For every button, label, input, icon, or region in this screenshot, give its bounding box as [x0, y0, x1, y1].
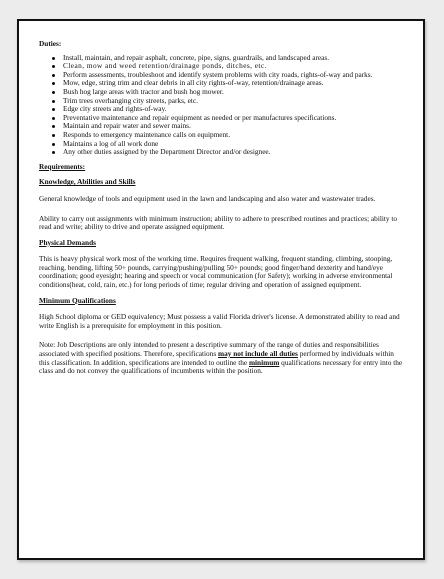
duty-item: Maintain and repair water and sewer mains. [63, 122, 405, 131]
disclaimer-note [39, 341, 405, 375]
duty-item: Mow, edge, string trim and clear debris in all city rights-of-way, retention/drainage areas. [63, 79, 405, 88]
duty-item: Bush hog large areas with tractor and bush hog mower. [63, 88, 405, 97]
physical-demands-paragraph: This is heavy physical work most of the working time. Requires frequent walking, frequent standing, climbing, stooping, reaching, bending, lifting 50+ pounds, carrying/pushing/pulling 50+ pounds; good finger/hand dexterity and hand/eye coordination; good eyesight; hearing and speech or vocal communication (for Safety); working in adverse environmental conditions(heat, cold, rain, etc.) for long periods of time; regular driving and operation of assigned equipment. [39, 254, 393, 290]
abilities-paragraph: Ability to carry out assignments with minimum instruction; ability to adhere to prescribed routines and practices; ability to read and write; ability to drive and operate assigned equipment. [39, 213, 398, 232]
duty-item: Perform assessments, troubleshoot and identify system problems with city roads, rights-of-way and parks. [63, 71, 405, 80]
knowledge-paragraph: General knowledge of tools and equipment used in the lawn and landscaping and also water and wastewater trades. [39, 193, 376, 203]
duty-item: Trim trees overhanging city streets, parks, etc. [63, 97, 405, 106]
note-text: performed by individuals within this classification. In addition, specifications are intended to outline the [39, 349, 394, 367]
note-emphasis: may not include all duties [218, 349, 298, 359]
knowledge-abilities-skills-heading: Knowledge, Abilities and Skills [39, 177, 136, 187]
duty-item: Edge city streets and rights-of-way. [63, 105, 405, 114]
page-content [39, 40, 405, 376]
duty-item: Maintains a log of all work done [63, 140, 405, 149]
duty-item: Install, maintain, and repair asphalt, concrete, pipe, signs, guardrails, and landscaped areas. [63, 54, 405, 63]
requirements-heading: Requirements: [39, 161, 86, 171]
note-emphasis: minimum [248, 357, 280, 367]
minimum-qualifications-heading: Minimum Qualifications [39, 295, 116, 305]
duties-list [39, 54, 405, 157]
physical-demands-heading: Physical Demands [39, 237, 96, 247]
minimum-qualifications-paragraph: High School diploma or GED equivalency; Must possess a valid Florida driver's license. A demonstrated ability to read and write English is a prerequisite for employment in this position. [39, 312, 400, 330]
document-page [17, 19, 425, 560]
note-text: qualifications necessary for entry into the class and do not convey the qualifications of incumbents within the position. [39, 357, 403, 376]
duties-heading: Duties: [39, 39, 62, 48]
duty-item: Clean, mow and weed retention/drainage ponds, ditches, etc. [63, 62, 405, 71]
duty-item: Preventative maintenance and repair equipment as needed or per manufactures specifications. [63, 114, 405, 123]
duty-item: Any other duties assigned by the Department Director and/or designee. [63, 148, 405, 157]
note-text: Note: Job Descriptions are only intended to present a descriptive summary of the range of duties and responsibilities associated with specified positions. Therefore, specifications [39, 340, 379, 359]
duty-item: Responds to emergency maintenance calls on equipment. [63, 131, 405, 140]
